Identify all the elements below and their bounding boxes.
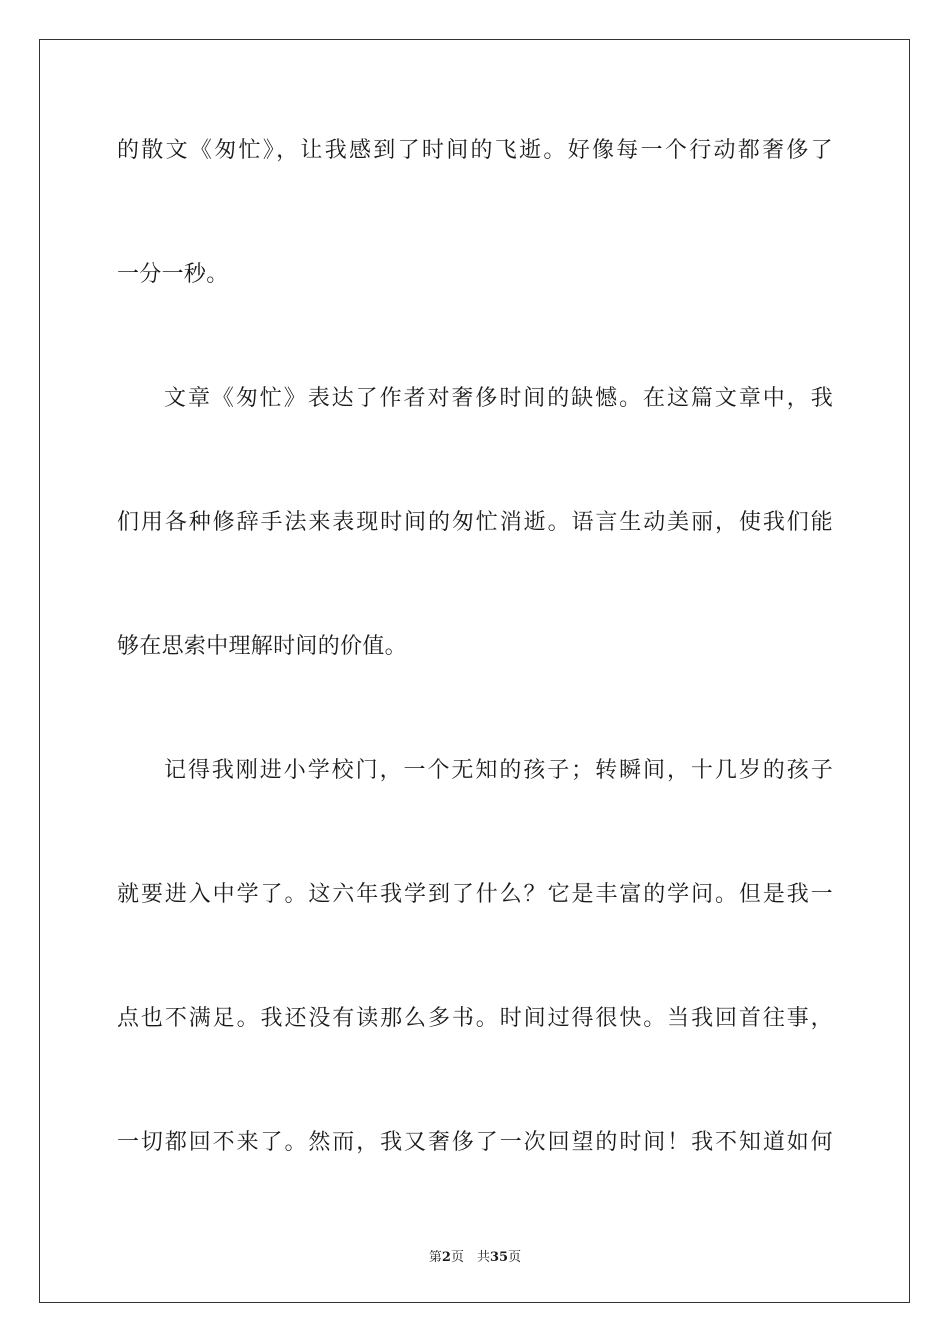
page-total: 35	[489, 1250, 509, 1265]
page-current: 2	[441, 1250, 451, 1265]
text-line-2: 一分一秒。	[117, 262, 229, 287]
page-border	[39, 39, 910, 1303]
page-mid: 页 共	[450, 1250, 490, 1265]
text-line-4: 们用各种修辞手法来表现时间的匆忙消逝。语言生动美丽，使我们能	[117, 510, 833, 535]
text-line-1: 的散文《匆忙》，让我感到了时间的飞逝。好像每一个行动都奢侈了	[117, 138, 833, 163]
text-line-6: 记得我刚进小学校门，一个无知的孩子；转瞬间，十几岁的孩子	[164, 758, 833, 783]
page-footer	[0, 1250, 950, 1266]
text-line-9: 一切都回不来了。然而，我又奢侈了一次回望的时间！我不知道如何	[117, 1130, 833, 1155]
page-suffix: 页	[508, 1250, 522, 1265]
text-line-8: 点也不满足。我还没有读那么多书。时间过得很快。当我回首往事，	[117, 1006, 833, 1031]
text-line-7: 就要进入中学了。这六年我学到了什么？它是丰富的学问。但是我一	[117, 882, 833, 907]
page-prefix: 第	[428, 1250, 442, 1265]
text-line-3: 文章《匆忙》表达了作者对奢侈时间的缺憾。在这篇文章中，我	[164, 386, 833, 411]
text-line-5: 够在思索中理解时间的价值。	[117, 634, 407, 659]
